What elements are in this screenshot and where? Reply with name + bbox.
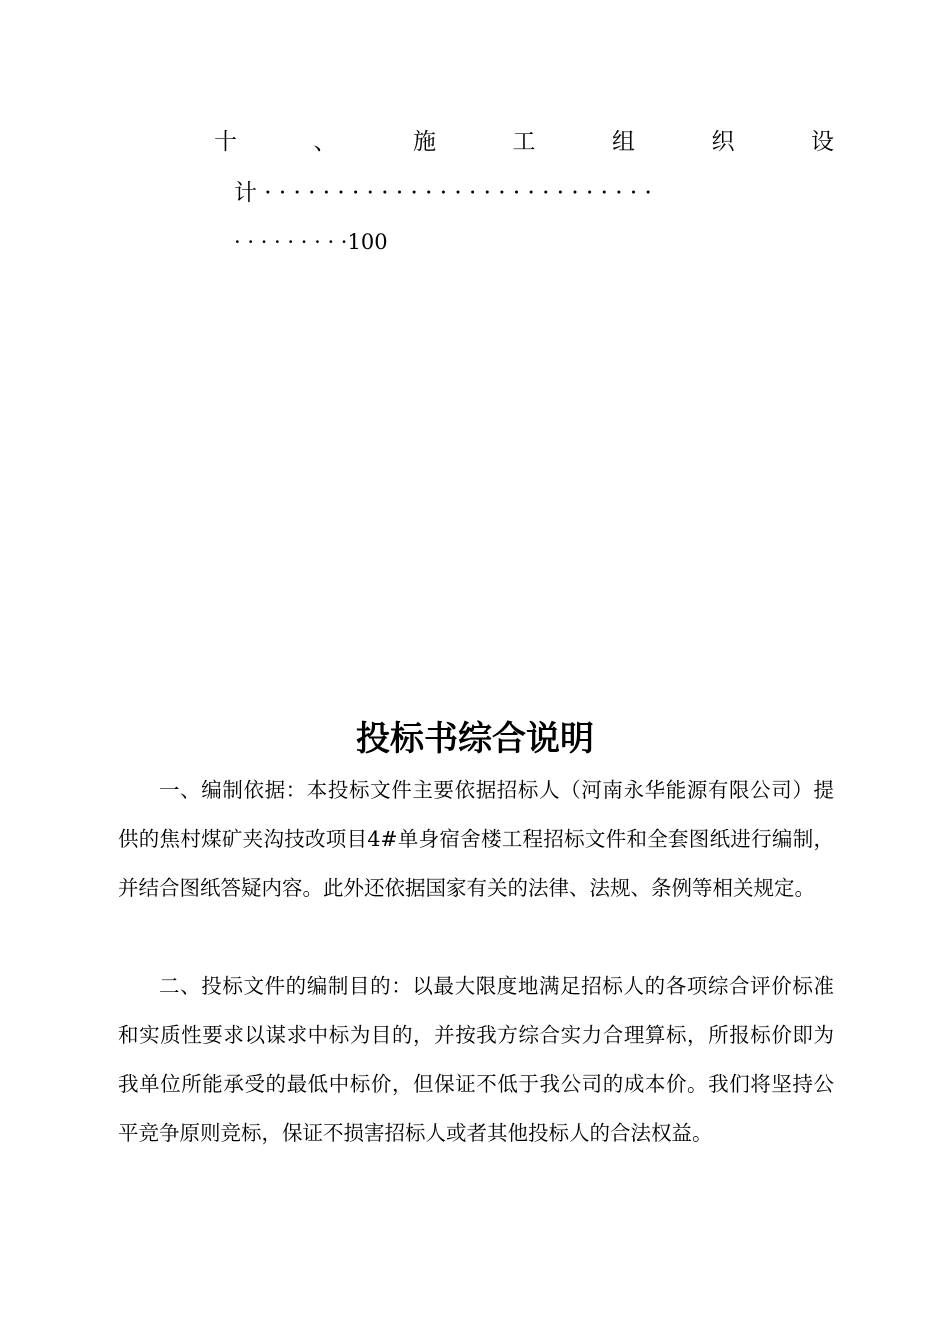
toc-char: 工 bbox=[512, 129, 536, 155]
paragraph-compilation-purpose: 二、投标文件的编制目的：以最大限度地满足招标人的各项综合评价标准和实质性要求以谋求中标为目的，并按我方综合实力合理算标，所报标价即为我单位所能承受的最低中标价，但保证不低于我公司的成本价。我们将坚持公平竞争原则竞标，保证不损害招标人或者其他投标人的合法权益。 bbox=[118, 974, 834, 1145]
toc-char: 组 bbox=[612, 129, 635, 155]
toc-char: 十 bbox=[214, 129, 237, 155]
toc-char: 织 bbox=[711, 129, 735, 155]
page-title: 投标书综合说明 bbox=[356, 719, 594, 759]
toc-entry-line-2: 计 · · · · · · · · · · · · · · · · · · · · · · · · · · · bbox=[234, 180, 652, 206]
paragraph-compilation-basis: 一、编制依据：本投标文件主要依据招标人（河南永华能源有限公司）提供的焦村煤矿夹沟技改项目4#单身宿舍楼工程招标文件和全套图纸进行编制，并结合图纸答疑内容。此外还依据国家有关的法律、法规、条例等相关规定。 bbox=[118, 778, 834, 900]
toc-char: 施 bbox=[413, 129, 436, 155]
toc-char: 、 bbox=[313, 129, 337, 155]
toc-entry-page-number: · · · · · · · · ·100 bbox=[234, 230, 388, 254]
toc-char: 设 bbox=[811, 129, 834, 155]
toc-entry-line-1 bbox=[214, 127, 834, 157]
